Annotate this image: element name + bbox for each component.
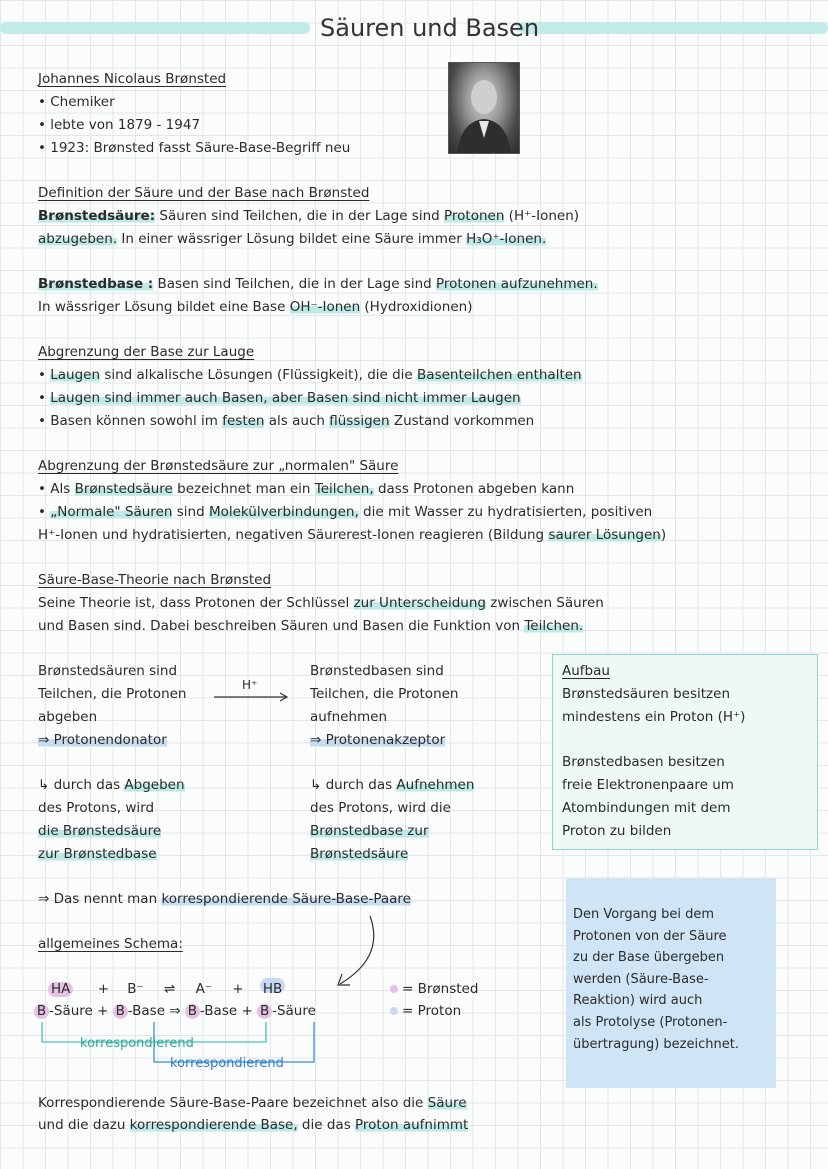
aufbau-line-6: Proton zu bilden bbox=[562, 823, 672, 839]
title-bar-right bbox=[518, 22, 828, 34]
acid-col-8 bbox=[38, 843, 157, 866]
bronsted-item-3: • 1923: Brønsted fasst Säure-Base-Begriff neu bbox=[38, 140, 351, 156]
base-text-1: Basen sind Teilchen, die in der Lage sind bbox=[153, 276, 437, 292]
pairs-text: ⇒ Das nennt man bbox=[38, 891, 162, 907]
normal-acid-line-3 bbox=[38, 524, 666, 547]
lauge-heading: Abgrenzung der Base zur Lauge bbox=[38, 344, 255, 360]
bronsted-heading: Johannes Nicolaus Brønsted bbox=[38, 71, 227, 87]
definition-base-line-2 bbox=[38, 296, 473, 319]
lauge-line-3 bbox=[38, 410, 534, 433]
protolyse-line-4: werden (Säure-Base- bbox=[573, 971, 709, 987]
lauge-text-2: Laugen sind immer auch Basen, aber Basen sind nicht immer Laugen bbox=[50, 390, 521, 406]
aufbau-line-1: Brønstedsäuren besitzen bbox=[562, 686, 730, 702]
theory-line-1 bbox=[38, 592, 604, 615]
h-plus-label: H⁺ bbox=[242, 678, 258, 692]
base-hydroxid: (Hydroxidionen) bbox=[360, 299, 473, 315]
aufbau-line-3: Brønstedbasen besitzen bbox=[562, 754, 725, 770]
conclusion-text-1: Korrespondierende Säure-Base-Paare bezeichnet also die bbox=[38, 1095, 428, 1111]
bronsted-item-1: • Chemiker bbox=[38, 94, 115, 110]
na-teilchen: Teilchen, bbox=[314, 481, 374, 497]
korrespondierend-label-2: korrespondierend bbox=[170, 1056, 284, 1071]
conclusion-proton: Proton aufnimmt bbox=[355, 1117, 469, 1133]
base-col-8 bbox=[310, 843, 408, 866]
base-aufnehmen: Aufnehmen bbox=[396, 777, 475, 793]
theory-text-1: Seine Theorie ist, dass Protonen der Schlüssel bbox=[38, 595, 354, 611]
lauge-text-1: sind alkalische Lösungen (Flüssigkeit), die die bbox=[100, 367, 418, 383]
schema-equilibrium: ⇌ bbox=[163, 981, 176, 997]
acid-abgeben: Abgeben bbox=[124, 777, 185, 793]
conclusion-korr-base: korrespondierende Base, bbox=[129, 1117, 298, 1133]
acid-protonen: Protonen bbox=[444, 208, 505, 224]
acid-col-7 bbox=[38, 820, 161, 843]
na-bronstedsaeure: Brønstedsäure bbox=[74, 481, 173, 497]
proton-transfer-arrow-icon bbox=[212, 690, 292, 704]
schema-a: A⁻ bbox=[195, 981, 212, 997]
protolyse-line-5: Reaktion) wird auch bbox=[573, 993, 703, 1009]
protonenakzeptor: ⇒ Protonenakzeptor bbox=[310, 732, 446, 748]
conclusion-text-2: und die dazu bbox=[38, 1117, 130, 1133]
conclusion-text-3: die das bbox=[297, 1117, 356, 1133]
normal-acid-heading: Abgrenzung der Brønstedsäure zur „normalen" Säure bbox=[38, 458, 399, 474]
portrait-silhouette bbox=[449, 63, 519, 153]
acid-h3o: H₃O⁺-Ionen. bbox=[466, 231, 547, 247]
protolyse-line-2: Protonen von der Säure bbox=[573, 928, 727, 944]
base-protonen: Protonen aufzunehmen. bbox=[436, 276, 598, 292]
pairs-highlight: korrespondierende Säure-Base-Paare bbox=[161, 891, 411, 907]
lauge-word: Laugen bbox=[50, 367, 101, 383]
bullet: • bbox=[38, 504, 51, 520]
schema-plus-2: + bbox=[232, 981, 244, 997]
definition-heading: Definition der Säure und der Base nach Brønsted bbox=[38, 185, 370, 201]
acid-col-3: abgeben bbox=[38, 709, 98, 725]
schema-base-2: -Base + bbox=[199, 1003, 258, 1019]
lauge-text-3: • Basen können sowohl im bbox=[38, 413, 223, 429]
bronsted-item-2: • lebte von 1879 - 1947 bbox=[38, 117, 201, 133]
base-col-5 bbox=[310, 774, 474, 797]
conclusion-line-2 bbox=[38, 1114, 468, 1137]
lauge-fluessigen: flüssigen bbox=[329, 413, 390, 429]
acid-text-1: Säuren sind Teilchen, die in der Lage sind bbox=[155, 208, 444, 224]
legend-proton bbox=[390, 1000, 461, 1023]
korrespondierend-label-1: korrespondierend bbox=[80, 1036, 194, 1051]
bullet: • bbox=[38, 367, 51, 383]
b-circle-3: B bbox=[185, 1004, 200, 1019]
acid-col-8-text: zur Brønstedbase bbox=[38, 846, 157, 862]
theory-text-3: und Basen sind. Dabei beschreiben Säuren und Basen die Funktion von bbox=[38, 618, 525, 634]
definition-acid-line-1 bbox=[38, 205, 579, 228]
theory-teilchen: Teilchen. bbox=[524, 618, 584, 634]
theory-heading: Säure-Base-Theorie nach Brønsted bbox=[38, 572, 272, 588]
title-bar-left bbox=[0, 22, 310, 34]
schema-hb: HB bbox=[260, 978, 285, 993]
base-term: Brønstedbase : bbox=[38, 276, 154, 292]
lauge-text-4: als auch bbox=[264, 413, 330, 429]
protonendonator: ⇒ Protonendonator bbox=[38, 732, 167, 748]
theory-unterscheidung: zur Unterscheidung bbox=[353, 595, 486, 611]
legend-bronsted-label: = Brønsted bbox=[402, 981, 479, 997]
lauge-line-1 bbox=[38, 364, 582, 387]
base-col-5a: ↳ durch das bbox=[310, 777, 397, 793]
schema-heading: allgemeines Schema: bbox=[38, 936, 183, 952]
protolyse-line-6: als Protolyse (Protonen- bbox=[573, 1014, 728, 1030]
acid-abzugeben: abzugeben. bbox=[38, 231, 118, 247]
lauge-line-2 bbox=[38, 387, 521, 410]
base-col-8-text: Brønstedsäure bbox=[310, 846, 409, 862]
normal-acid-line-1 bbox=[38, 478, 574, 501]
na-text-7: ) bbox=[660, 527, 667, 543]
lauge-text-5: Zustand vorkommen bbox=[389, 413, 535, 429]
acid-text-2: In einer wässriger Lösung bildet eine Säure immer bbox=[117, 231, 467, 247]
base-oh: OH⁻-Ionen bbox=[289, 299, 361, 315]
acid-col-4 bbox=[38, 729, 167, 752]
schema-ha: HA bbox=[48, 982, 73, 997]
legend-proton-label: = Proton bbox=[402, 1003, 462, 1019]
bullet: • bbox=[38, 390, 51, 406]
definition-base-line-1 bbox=[38, 273, 598, 296]
base-col-7 bbox=[310, 820, 429, 843]
na-saure-loesungen: saurer Lösungen bbox=[548, 527, 661, 543]
theory-text-2: zwischen Säuren bbox=[485, 595, 604, 611]
acid-col-6: des Protons, wird bbox=[38, 800, 155, 816]
aufbau-line-2: mindestens ein Proton (H⁺) bbox=[562, 709, 746, 725]
pink-dot-icon bbox=[390, 985, 398, 993]
protolyse-text bbox=[573, 904, 739, 1055]
b-circle-1: B bbox=[34, 1004, 49, 1019]
acid-col-5 bbox=[38, 774, 185, 797]
schema-b: B⁻ bbox=[127, 981, 144, 997]
na-text-3: dass Protonen abgeben kann bbox=[373, 481, 575, 497]
curved-arrow-icon bbox=[330, 912, 390, 992]
na-text-1: • Als bbox=[38, 481, 75, 497]
na-molekuel: Molekülverbindungen, bbox=[208, 504, 359, 520]
legend-bronsted bbox=[390, 978, 478, 1001]
b-circle-4: B bbox=[257, 1004, 272, 1019]
acid-ions: (H⁺-Ionen) bbox=[504, 208, 580, 224]
na-normale: „Normale" Säuren bbox=[50, 504, 173, 520]
na-text-2: bezeichnet man ein bbox=[172, 481, 315, 497]
acid-col-5a: ↳ durch das bbox=[38, 777, 125, 793]
schema-plus-1: + bbox=[97, 981, 109, 997]
normal-acid-line-2 bbox=[38, 501, 652, 524]
b-circle-2: B bbox=[113, 1004, 128, 1019]
protolyse-line-1: Den Vorgang bei dem bbox=[573, 907, 715, 922]
base-col-4 bbox=[310, 729, 445, 752]
lauge-basenteilchen: Basenteilchen enthalten bbox=[417, 367, 582, 383]
acid-col-7-text: die Brønstedsäure bbox=[38, 823, 162, 839]
blue-dot-icon bbox=[390, 1007, 398, 1015]
base-col-7-text: Brønstedbase zur bbox=[310, 823, 429, 839]
pairs-line bbox=[38, 888, 411, 911]
base-col-1: Brønstedbasen sind bbox=[310, 663, 444, 679]
base-col-2: Teilchen, die Protonen bbox=[310, 686, 459, 702]
base-col-6: des Protons, wird die bbox=[310, 800, 451, 816]
aufbau-heading: Aufbau bbox=[562, 663, 610, 679]
theory-line-2 bbox=[38, 615, 583, 638]
schema-row-1 bbox=[48, 978, 285, 1001]
schema-saeure-2: -Säure bbox=[272, 1003, 316, 1019]
bronsted-portrait bbox=[448, 62, 520, 154]
base-col-3: aufnehmen bbox=[310, 709, 388, 725]
aufbau-line-4: freie Elektronenpaare um bbox=[562, 777, 734, 793]
protolyse-line-7: übertragung) bezeichnet. bbox=[573, 1036, 739, 1052]
definition-acid-line-2 bbox=[38, 228, 546, 251]
conclusion-saeure: Säure bbox=[427, 1095, 467, 1111]
lauge-festen: festen bbox=[222, 413, 265, 429]
schema-base-1: -Base ⇒ bbox=[127, 1003, 185, 1019]
na-text-4: sind bbox=[172, 504, 209, 520]
conclusion-line-1 bbox=[38, 1092, 467, 1115]
acid-term: Brønstedsäure: bbox=[38, 208, 156, 224]
na-text-5: die mit Wasser zu hydratisierten, positiven bbox=[358, 504, 653, 520]
aufbau-line-5: Atombindungen mit dem bbox=[562, 800, 731, 816]
schema-saeure-1: -Säure + bbox=[49, 1003, 113, 1019]
acid-col-1: Brønstedsäuren sind bbox=[38, 663, 178, 679]
na-text-6: H⁺-Ionen und hydratisierten, negativen Säurerest-Ionen reagieren (Bildung bbox=[38, 527, 549, 543]
page-title: Säuren und Basen bbox=[320, 14, 540, 42]
acid-col-2: Teilchen, die Protonen bbox=[38, 686, 187, 702]
base-text-2: In wässriger Lösung bildet eine Base bbox=[38, 299, 290, 315]
protolyse-line-3: zu der Base übergeben bbox=[573, 950, 725, 966]
